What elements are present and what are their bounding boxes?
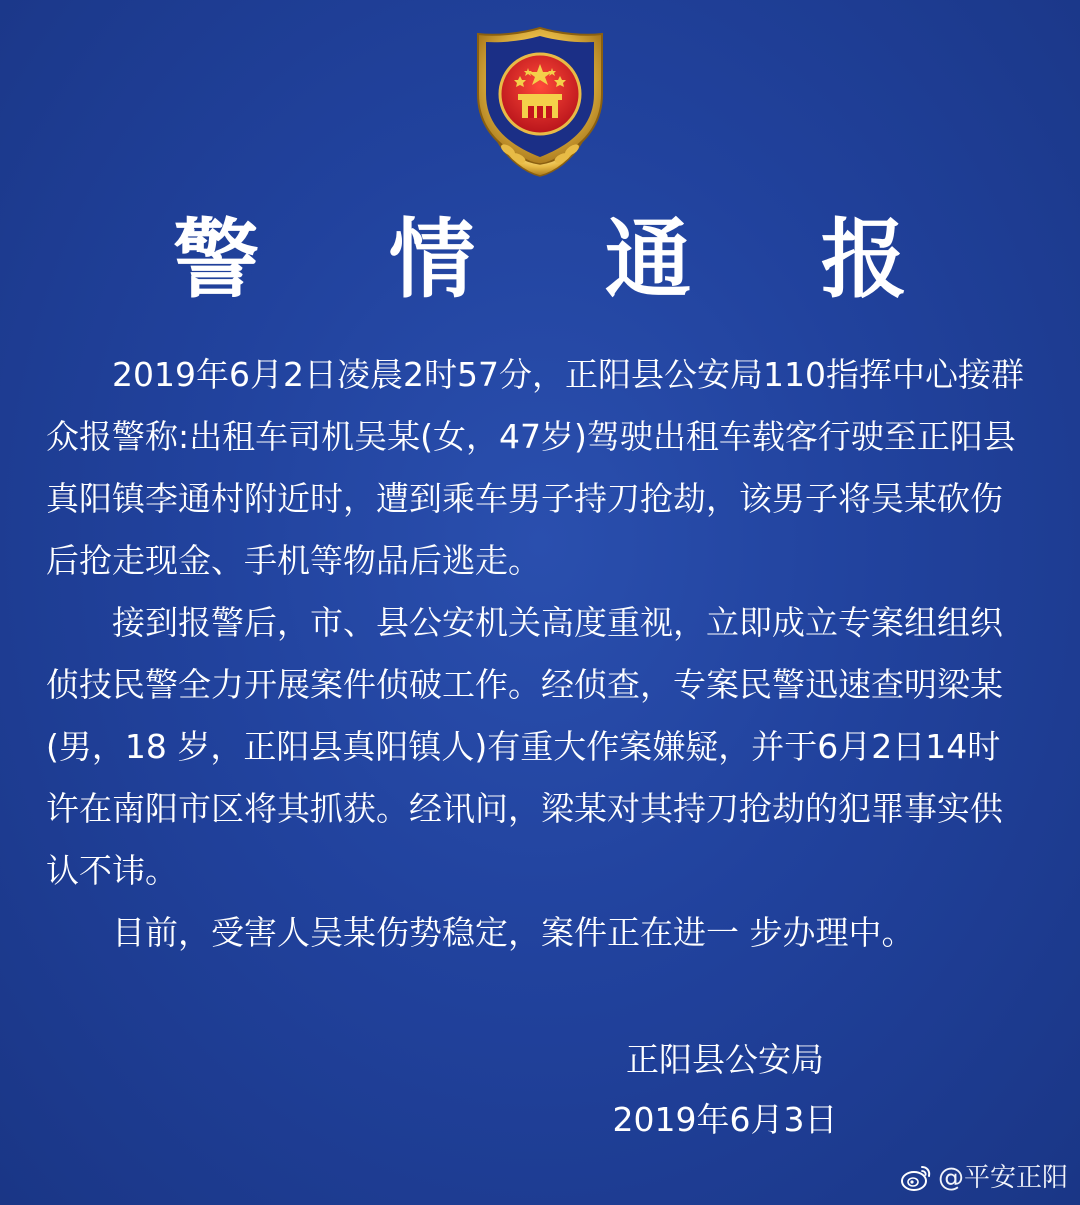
weibo-watermark xyxy=(900,1163,1068,1193)
notice-title: 警 情 通 报 xyxy=(173,210,957,310)
notice-paragraph: 2019年6月2日凌晨2时57分，正阳县公安局110指挥中心接群众报警称:出租车司机吴某(女，47岁)驾驶出租车载客行驶至正阳县真阳镇李通村附近时，遭到乘车男子持刀抢劫，该男子将吴某砍伤后抢走现金、手机等物品后逃走。 xyxy=(46,355,1024,580)
watermark-text: @平安正阳 xyxy=(937,1163,1068,1193)
signature-block xyxy=(560,1030,890,1150)
issuer-name: 正阳县公安局 xyxy=(626,1040,824,1079)
notice-body xyxy=(46,344,1032,964)
notice-paragraph: 接到报警后，市、县公安机关高度重视，立即成立专案组组织侦技民警全力开展案件侦破工作。经侦查，专案民警迅速查明梁某(男，18 岁，正阳县真阳镇人)有重大作案嫌疑，并于6月2日14时许在南阳市区将其抓获。经讯问，梁某对其持刀抢劫的犯罪事实供认不讳。 xyxy=(46,603,1003,890)
weibo-icon xyxy=(900,1164,932,1192)
notice-paragraph: 目前，受害人吴某伤势稳定，案件正在进一 步办理中。 xyxy=(112,913,915,952)
police-emblem-icon xyxy=(468,24,612,184)
issue-date: 2019年6月3日 xyxy=(612,1100,838,1139)
